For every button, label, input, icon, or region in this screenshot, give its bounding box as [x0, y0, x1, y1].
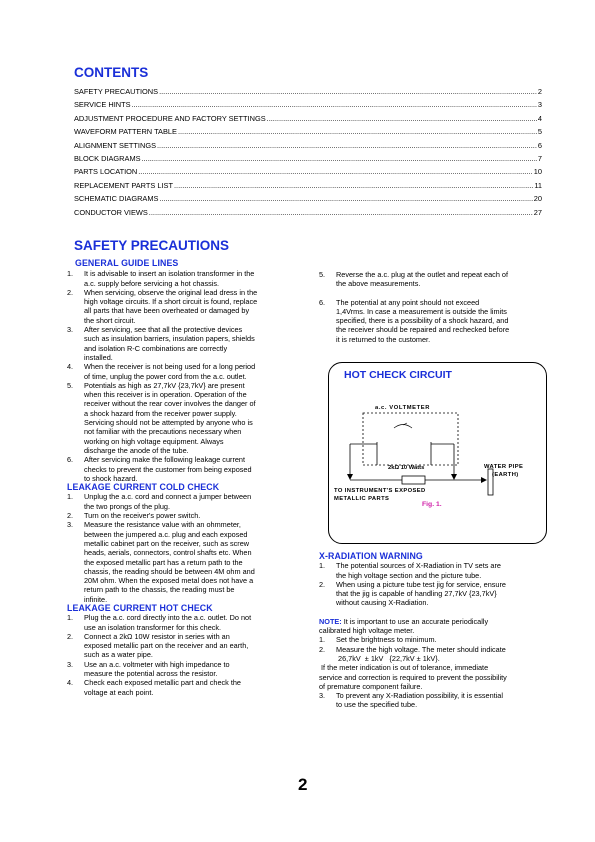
resistor-symbol [402, 476, 425, 484]
list-item-number: 1. [319, 635, 326, 645]
toc-leader-dots [159, 87, 537, 96]
toc-entry-label: BLOCK DIAGRAMS [74, 153, 141, 163]
toc-entry [74, 167, 542, 180]
toc-leader-dots [159, 194, 532, 203]
hot-check-circuit-diagram [328, 362, 545, 542]
exposed-parts-label-1: TO INSTRUMENT'S EXPOSED [334, 488, 426, 494]
list-item-line: it is returned to the customer. [336, 334, 431, 344]
general-guidelines-heading: GENERAL GUIDE LINES [75, 258, 179, 268]
list-item-line: the receiver should be repaired and rechecked before [336, 325, 510, 335]
list-item-line: discharge the anode of the tube. [84, 445, 189, 455]
figure-label: Fig. 1. [422, 501, 442, 508]
toc-entry-page: 27 [533, 207, 542, 217]
list-item-line: the above measurements. [336, 279, 421, 289]
list-item-line: It is advisable to insert an isolation transformer in the [84, 269, 255, 279]
list-item-number: 6. [67, 455, 74, 465]
toc-entry-page: 20 [533, 194, 542, 204]
list-item-line: the short circuit. [84, 315, 136, 325]
toc-entry-page: 4 [537, 113, 542, 123]
list-item-line: measure the potential across the resistor. [84, 669, 218, 679]
toc-leader-dots [149, 208, 533, 217]
list-item-line: Reverse the a.c. plug at the outlet and repeat each of [336, 270, 508, 279]
note-tail-line: of premature component failure. [319, 681, 423, 691]
xradiation-note: NOTE: It is important to use an accurate periodically [319, 616, 489, 626]
list-item-line: working on high voltage equipment. Always [84, 436, 224, 446]
list-item-line: high voltage circuits. If a short circuit is found, replace [84, 297, 258, 307]
list-item-number: 1. [67, 613, 74, 623]
list-item-line: when this receiver is in operation. Operation of the [84, 390, 247, 400]
list-item-line: checks to prevent the customer from being exposed [84, 464, 252, 474]
list-item-line: Servicing should not be attempted by anyone who is [84, 418, 253, 428]
water-pipe-label: WATER PIPE [484, 464, 524, 470]
toc-entry [74, 194, 542, 207]
list-item [67, 381, 287, 455]
list-item [67, 511, 287, 520]
list-item-number: 2. [67, 287, 74, 297]
toc-leader-dots [178, 127, 537, 136]
list-item-line: without causing X-Radiation. [336, 598, 429, 608]
list-item [67, 455, 287, 483]
toc-entry [74, 100, 542, 113]
list-item-line: all parts that have been overheated or damaged by [84, 306, 250, 316]
list-item-line: between the jumpered a.c. plug and each exposed [84, 529, 248, 539]
toc-entry [74, 141, 542, 154]
list-item-line: exposed metallic part on the receiver and an earth, [84, 641, 249, 651]
toc-entry [74, 87, 542, 100]
list-item-line: a.c. supply before servicing a hot chassis. [84, 278, 220, 288]
list-item-line: the exposed metallic part has a return path to the [84, 557, 243, 567]
toc-leader-dots [132, 100, 537, 109]
list-item [319, 298, 544, 344]
list-item [319, 270, 544, 289]
list-item-number: 3. [67, 325, 74, 335]
toc-entry-page: 7 [537, 153, 542, 163]
page-number: 2 [298, 775, 308, 794]
list-item-number: 6. [319, 297, 326, 307]
toc-entry-label: ADJUSTMENT PROCEDURE AND FACTORY SETTINGS [74, 113, 266, 123]
toc-entry-page: 6 [537, 140, 542, 150]
voltmeter-label: a.c. VOLTMETER [375, 405, 430, 411]
list-item-line: heads, aerials, connectors, control shafts etc. When [84, 548, 252, 558]
exposed-parts-label-2: METALLIC PARTS [334, 496, 390, 502]
list-item-line: not familiar with the precautions necessary when [84, 427, 242, 437]
list-item [319, 635, 544, 644]
toc-entry-label: WAVEFORM PATTERN TABLE [74, 127, 177, 137]
list-item-number: 2. [67, 511, 74, 521]
list-item-number: 2. [319, 644, 326, 654]
toc-entry-page: 10 [533, 167, 542, 177]
toc-leader-dots [267, 114, 537, 123]
toc-entry-label: ALIGNMENT SETTINGS [74, 140, 156, 150]
list-item-line: Measure the high voltage. The meter should indicate [336, 644, 506, 654]
resistor-label: 2kΩ 10 Watts [388, 465, 425, 471]
list-item-line: use an isolation transformer for this check. [84, 622, 222, 632]
list-item-line: to shock hazard. [84, 473, 138, 483]
toc-leader-dots [174, 181, 533, 190]
list-item-line: such as a water pipe. [84, 650, 153, 660]
list-item-number: 1. [67, 269, 74, 279]
toc-leader-dots [142, 154, 537, 163]
list-item-number: 3. [67, 520, 74, 530]
list-item-line: Set the brightness to minimum. [336, 635, 437, 645]
list-item [67, 632, 287, 660]
list-item-line: that the jig is capable of handling 27,7kV {23,7kV} [336, 589, 497, 599]
list-item-number: 2. [319, 579, 326, 589]
list-item-line: When using a picture tube test jig for service, ensure [336, 579, 506, 589]
hot-check-heading: LEAKAGE CURRENT HOT CHECK [67, 602, 213, 613]
safety-title: SAFETY PRECAUTIONS [74, 238, 230, 253]
list-item-line: chassis, the reading should be between 4M ohm and [84, 566, 255, 576]
xradiation-section: X-RADIATION WARNING 1. The potential sources of X-Radiation in TV sets are the high voltage section and the picture tube. 2. When using a picture tube test jig for service, ensure that the jig is capable of handling 27,7kV {23,7kV} without causing X-Radiation. NOTE: It is important to use an accurate periodically calibrated high voltage meter. 1. Set the brightness to minimum. 2. Measure the high voltage. The meter should indicate 26,7kV ± 1kV {22,7kV ± 1kV}. If the meter indication is out of tolerance, immediate service and correction is required to prevent the possibility of premature component failure. 3. To prevent any X-Radiation possibility, it is essential to use the specified tube. [319, 552, 544, 710]
cold-check-list [67, 492, 287, 604]
list-item-line: metallic cabinet part on the receiver, such as screw [84, 538, 250, 548]
list-item-line: Turn on the receiver's power switch. [84, 511, 201, 521]
list-item-line: Potentials as high as 27,7kV {23,7kV} are present [84, 380, 245, 390]
toc-entry-label: CONDUCTOR VIEWS [74, 207, 148, 217]
contents-title: CONTENTS [74, 65, 149, 80]
list-item-number: 1. [67, 492, 74, 502]
list-item-number: 4. [67, 362, 74, 372]
list-item-line: voltage at each point. [84, 687, 154, 697]
list-item-line: the two prongs of the plug. [84, 501, 170, 511]
list-item-line: Measure the resistance value with an ohmmeter, [84, 520, 241, 530]
xradiation-heading: X-RADIATION WARNING [319, 551, 423, 561]
toc-entry-page: 3 [537, 100, 542, 110]
list-item-line: and isolation R-C combinations are correctly [84, 343, 228, 353]
note-label: NOTE: [319, 616, 342, 626]
general-guidelines-list [67, 269, 287, 483]
toc-entry [74, 208, 542, 221]
toc-entry-label: PARTS LOCATION [74, 167, 138, 177]
list-item-line: receiver without the rear cover involves the danger of [84, 399, 256, 409]
list-item-line: Use an a.c. voltmeter with high impedance to [84, 659, 230, 669]
left-column [67, 259, 287, 697]
note-tail-line: service and correction is required to prevent the possibility [319, 672, 507, 682]
toc-entry [74, 181, 542, 194]
hot-check-circuit-title: HOT CHECK CIRCUIT [344, 369, 452, 381]
list-item-number: 5. [319, 270, 326, 279]
list-item [319, 645, 544, 664]
list-item-line: The potential sources of X-Radiation in TV sets are [336, 561, 501, 571]
cold-check-heading: LEAKAGE CURRENT COLD CHECK [67, 482, 220, 493]
list-item-line: Plug the a.c. cord directly into the a.c. outlet. Do not [84, 613, 252, 623]
list-item [67, 362, 287, 381]
list-item-line: a shock hazard from the receiver power supply. [84, 408, 237, 418]
list-item-line: return path to the chassis, the reading must be [84, 585, 235, 595]
toc-entry-label: SERVICE HINTS [74, 100, 131, 110]
note-tail-line: If the meter indication is out of tolerance, immediate [319, 663, 489, 673]
list-item-number: 5. [67, 380, 74, 390]
list-item-line: specified, there is a possibility of a shock hazard, and [336, 316, 509, 326]
toc-entry-label: SAFETY PRECAUTIONS [74, 87, 159, 96]
toc-entry-page: 5 [537, 127, 542, 137]
list-item [319, 580, 544, 608]
list-item-line: The potential at any point should not exceed [336, 297, 480, 307]
list-item-number: 2. [67, 631, 74, 641]
toc-entry-label: REPLACEMENT PARTS LIST [74, 180, 173, 190]
list-item-line: Connect a 2kΩ 10W resistor in series with an [84, 631, 230, 641]
list-item-line: the high voltage section and the picture tube. [336, 570, 482, 580]
list-item-line: infinite. [84, 594, 108, 604]
list-item [67, 613, 287, 632]
toc-entry [74, 154, 542, 167]
hot-check-list [67, 613, 287, 697]
toc-entry-label: SCHEMATIC DIAGRAMS [74, 194, 159, 204]
list-item [67, 492, 287, 511]
meter-needle-icon [394, 425, 412, 429]
toc-entry [74, 127, 542, 140]
right-column-top [319, 270, 544, 344]
toc-entry-page: 2 [537, 87, 542, 96]
earth-label: (EARTH) [492, 472, 519, 478]
list-item-line: Check each exposed metallic part and check the [84, 678, 241, 688]
list-item-line: 26,7kV ± 1kV {22,7kV ± 1kV}. [336, 653, 440, 663]
toc-leader-dots [157, 141, 537, 150]
table-of-contents [74, 87, 542, 221]
list-item [67, 678, 287, 697]
list-item-line: such as insulation barriers, insulation papers, shields [84, 334, 255, 344]
list-item-line: 1,4Vrms. In case a measurement is outside the limits [336, 306, 507, 316]
list-item [67, 660, 287, 679]
list-item-number: 1. [319, 561, 326, 571]
list-item-line: of time, unplug the power cord from the a.c. outlet. [84, 371, 247, 381]
list-item [67, 520, 287, 604]
list-item-line: After servicing, see that all the protective devices [84, 325, 243, 335]
list-item-line: Unplug the a.c. cord and connect a jumper between [84, 492, 252, 502]
list-item [67, 325, 287, 362]
list-item [319, 561, 544, 580]
toc-leader-dots [138, 167, 533, 176]
list-item-line: installed. [84, 352, 113, 362]
list-item: 3. To prevent any X-Radiation possibility, it is essential to use the specified tube. [319, 691, 503, 710]
list-item-line: When servicing, observe the original lead dress in the [84, 287, 258, 297]
list-item [67, 288, 287, 325]
list-item-line: 20M ohm. When the exposed metal does not have a [84, 576, 254, 586]
list-item-number: 3. [67, 659, 74, 669]
list-item [67, 269, 287, 288]
list-item-number: 4. [67, 678, 74, 688]
list-item-line: When the receiver is not being used for a long period [84, 362, 256, 372]
toc-entry-page: 11 [534, 180, 542, 190]
list-item-line: After servicing make the following leakage current [84, 455, 246, 465]
toc-entry [74, 114, 542, 127]
